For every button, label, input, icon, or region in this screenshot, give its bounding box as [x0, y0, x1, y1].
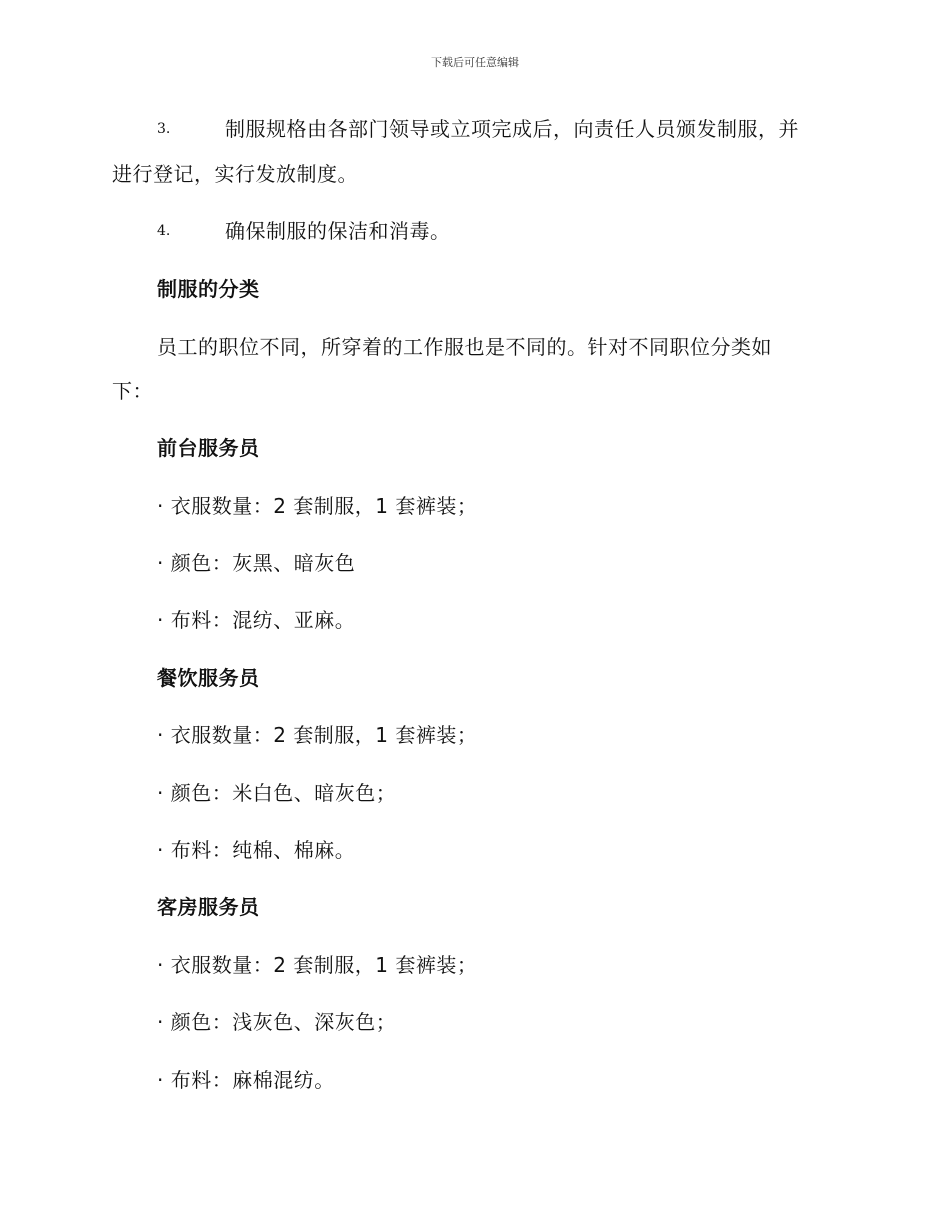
list-item: · 颜色：浅灰色、深灰色；	[157, 1010, 397, 1034]
list-item: · 布料：混纺、亚麻。	[157, 608, 356, 632]
item-number: 4.	[157, 223, 171, 239]
list-item: · 布料：麻棉混纺。	[157, 1068, 335, 1092]
section-heading: 制服的分类	[157, 277, 260, 301]
intro-line: 下：	[112, 379, 153, 403]
page-header: 下载后可任意编辑	[431, 56, 519, 69]
item-text-line: 制服规格由各部门领导或立项完成后，向责任人员颁发制服，并	[225, 117, 799, 141]
list-item: · 衣服数量：2 套制服，1 套裤装；	[157, 494, 478, 518]
list-item: · 衣服数量：2 套制服，1 套裤装；	[157, 953, 478, 977]
group-title: 客房服务员	[157, 895, 260, 919]
item-number: 3.	[157, 121, 171, 137]
list-item: · 布料：纯棉、棉麻。	[157, 838, 356, 862]
list-item: · 颜色：灰黑、暗灰色	[157, 551, 356, 575]
item-text-line: 进行登记，实行发放制度。	[112, 162, 358, 186]
item-text-line: 确保制服的保洁和消毒。	[225, 219, 451, 243]
group-title: 餐饮服务员	[157, 666, 260, 690]
list-item: · 衣服数量：2 套制服，1 套裤装；	[157, 723, 478, 747]
intro-line: 员工的职位不同，所穿着的工作服也是不同的。针对不同职位分类如	[157, 335, 772, 359]
group-title: 前台服务员	[157, 436, 260, 460]
list-item: · 颜色：米白色、暗灰色；	[157, 781, 397, 805]
